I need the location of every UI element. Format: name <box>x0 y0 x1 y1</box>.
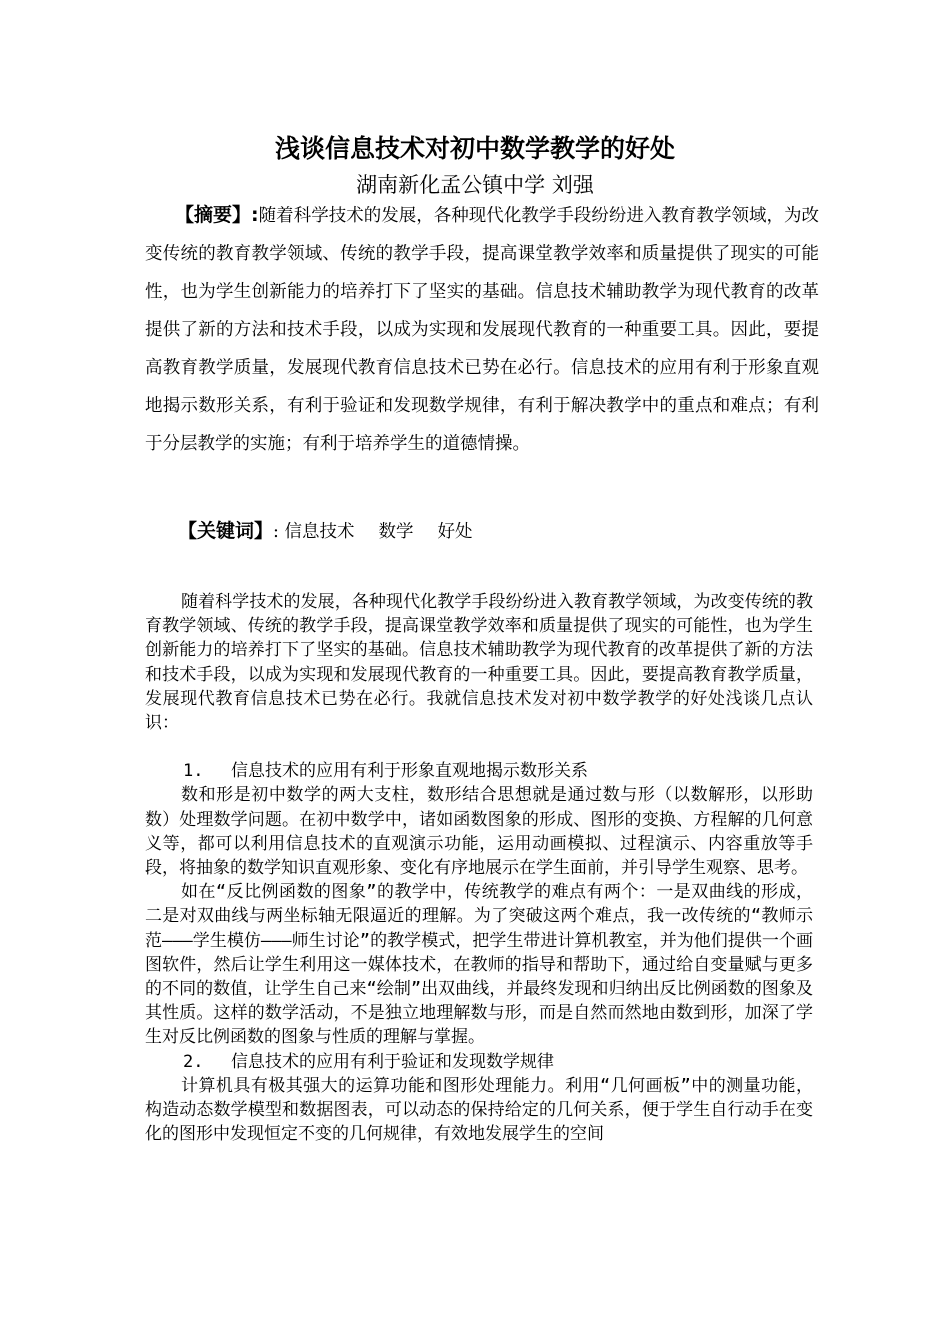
section-heading-text: 信息技术的应用有利于验证和发现数学规律 <box>231 1051 554 1072</box>
document-body <box>145 590 813 1146</box>
abstract-text: 随着科学技术的发展，各种现代化教学手段纷纷进入教育教学领域，为改变传统的教育教学领域、传统的教学手段，提高课堂教学效率和质量提供了现实的可能性，也为学生创新能力的培养打下了坚实的基础。信息技术辅助教学为现代教育的改革提供了新的方法和技术手段，以成为实现和发展现代教育的一种重要工具。因此，要提高教育教学质量，发展现代教育信息技术已势在必行。信息技术的应用有利于形象直观地揭示数形关系，有利于验证和发现数学规律，有利于解决教学中的重点和难点；有利于分层教学的实施；有利于培养学生的道德情操。 <box>145 206 820 454</box>
keywords-line <box>178 514 497 549</box>
section-heading-text: 信息技术的应用有利于形象直观地揭示数形关系 <box>231 761 588 782</box>
keyword: 好处 <box>437 522 473 542</box>
section-paragraph: 如在“反比例函数的图象”的教学中，传统教学的难点有两个：一是双曲线的形成，二是对双曲线与两坐标轴无限逼近的理解。为了突破这两个难点，我一改传统的“教师示范———学生模仿———师生讨论”的教学模式，把学生带进计算机教室，并为他们提供一个画图软件，然后让学生利用这一媒体技术，在教师的指导和帮助下，通过给自变量赋与更多的不同的数值，让学生自己来“绘制”出双曲线，并最终发现和归纳出反比例函数的图象及其性质。这样的数学活动，不是独立地理解数与形，而是自然而然地由数到形，加深了学生对反比例函数的图象与性质的理解与掌握。 <box>145 882 813 1048</box>
section-paragraph: 数和形是初中数学的两大支柱，数形结合思想就是通过数与形（以数解形，以形助数）处理数学问题。在初中数学中，诸如函数图象的形成、图形的变换、方程解的几何意义等，都可以利用信息技术的直观演示功能，运用动画模拟、过程演示、内容重放等手段，将抽象的数学知识直观形象、变化有序地展示在学生面前，并引导学生观察、思考。 <box>145 785 813 879</box>
section-paragraph: 计算机具有极其强大的运算功能和图形处理能力。利用“几何画板”中的测量功能，构造动态数学模型和数据图表，可以动态的保持给定的几何关系，便于学生自行动手在变化的图形中发现恒定不变的几何规律，有效地发展学生的空间 <box>145 1075 813 1145</box>
keyword: 数学 <box>378 522 414 542</box>
keywords-separator: : <box>273 522 279 542</box>
keywords-label: 【关键词】 <box>178 520 274 542</box>
intro-paragraph: 随着科学技术的发展，各种现代化教学手段纷纷进入教育教学领域，为改变传统的教育教学领域、传统的教学手段，提高课堂教学效率和质量提供了现实的可能性，也为学生创新能力的培养打下了坚实的基础。信息技术辅助教学为现代教育的改革提供了新的方法和技术手段，以成为实现和发展现代教育的一种重要工具。因此，要提高教育教学质量，发展现代教育信息技术已势在必行。我就信息技术发对初中数学教学的好处浅谈几点认识： <box>145 592 813 734</box>
paragraph-gap <box>145 735 813 759</box>
section-heading <box>145 759 813 783</box>
document-author: 湖南新化孟公镇中学 刘强 <box>356 173 594 197</box>
keyword: 信息技术 <box>284 522 355 542</box>
document-title: 浅谈信息技术对初中数学教学的好处 <box>274 134 675 163</box>
section-number: 1. <box>183 761 204 782</box>
section-heading <box>145 1050 813 1074</box>
abstract-paragraph <box>145 196 819 463</box>
section-number: 2. <box>183 1051 204 1072</box>
abstract-label: 【摘要】: <box>175 204 259 226</box>
